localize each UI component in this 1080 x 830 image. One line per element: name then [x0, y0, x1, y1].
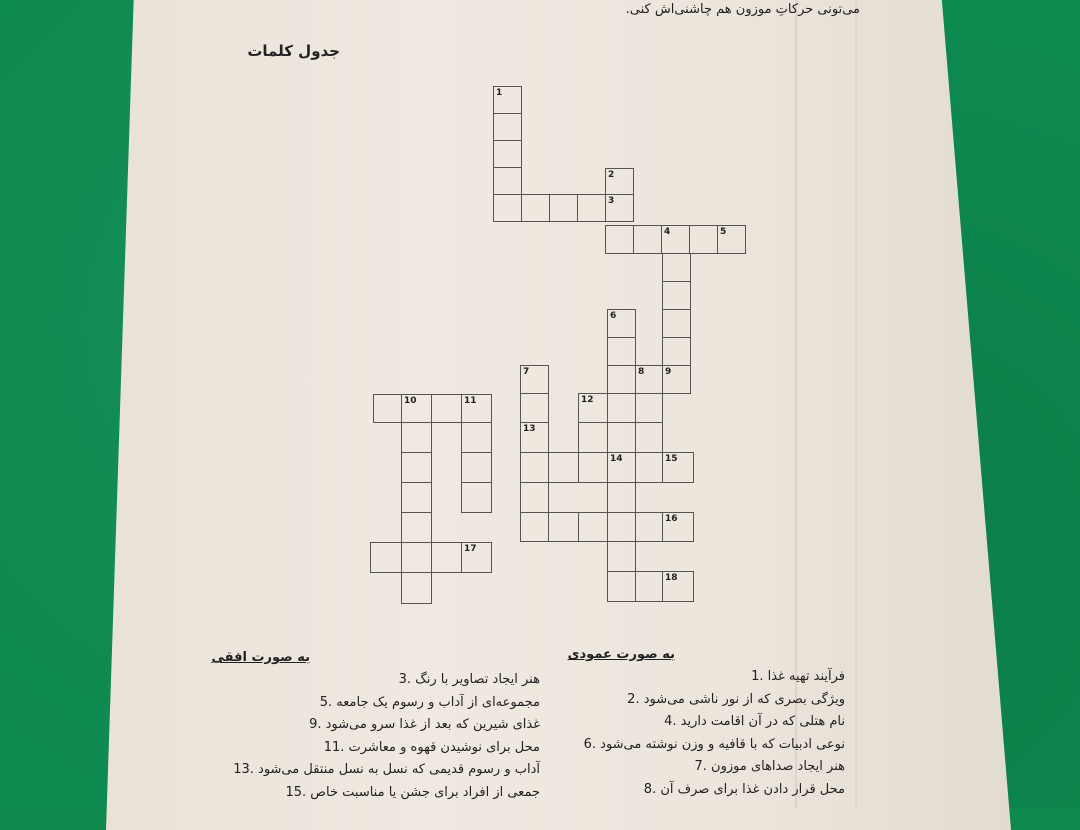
crossword-cell[interactable]	[635, 571, 663, 602]
crossword-cell[interactable]	[520, 452, 549, 483]
crossword-cell[interactable]	[607, 452, 636, 483]
clue-number: 12	[581, 395, 594, 405]
crossword-cell[interactable]	[461, 452, 492, 483]
across-clue: محل برای نوشیدن قهوه و معاشرت .11	[323, 739, 540, 755]
across-clue: هنر ایجاد تصاویر با رنگ .3	[398, 672, 540, 687]
down-clue: محل قرار دادن غذا برای صرف آن .8	[643, 781, 845, 797]
crossword-cell[interactable]	[635, 452, 663, 483]
crossword-cell[interactable]	[578, 452, 608, 483]
crossword-cell[interactable]	[662, 571, 694, 602]
crossword-cell[interactable]	[401, 422, 432, 453]
crossword-cell[interactable]	[461, 542, 492, 573]
clue-number: 14	[610, 454, 623, 464]
crossword-cell[interactable]	[605, 168, 634, 195]
crossword-cell[interactable]	[493, 140, 522, 168]
crossword-cell[interactable]	[520, 482, 549, 513]
crossword-cell[interactable]	[635, 393, 663, 423]
crossword-cell[interactable]	[461, 422, 492, 453]
crossword-cell[interactable]	[520, 365, 549, 394]
crossword-cell[interactable]	[607, 393, 636, 423]
clue-number: 15	[665, 454, 678, 464]
crossword-cell[interactable]	[661, 225, 690, 254]
crossword-cell[interactable]	[493, 194, 522, 222]
down-clue: نوعی ادبیات که با قافیه و وزن نوشته می‌شود .6	[583, 736, 845, 752]
crossword-cell[interactable]	[662, 452, 694, 483]
crossword-cell[interactable]	[520, 512, 549, 542]
crossword-cell[interactable]	[401, 542, 432, 573]
crossword-cell[interactable]	[401, 512, 432, 543]
crossword-cell[interactable]	[577, 194, 606, 222]
clue-number: 17	[464, 544, 477, 554]
crossword-cell[interactable]	[662, 365, 691, 394]
crossword-cell[interactable]	[607, 309, 636, 338]
clue-number: 5	[720, 227, 727, 237]
clue-number: 3	[608, 196, 615, 206]
crossword-cell[interactable]	[607, 337, 636, 366]
crossword-cell[interactable]	[493, 86, 522, 114]
crossword-cell[interactable]	[431, 542, 462, 573]
puzzle-title: جدول کلمات	[247, 42, 340, 60]
across-heading: به صورت افقی	[211, 650, 310, 665]
crossword-cell[interactable]	[662, 512, 694, 542]
crossword-cell[interactable]	[635, 422, 663, 453]
clue-number: 10	[404, 396, 417, 406]
crossword-cell[interactable]	[549, 194, 578, 222]
crossword-cell[interactable]	[461, 394, 492, 423]
crossword-cell[interactable]	[401, 452, 432, 483]
crossword-cell[interactable]	[373, 394, 402, 423]
crossword-cell[interactable]	[370, 542, 402, 573]
crossword-cell[interactable]	[605, 225, 634, 254]
crossword-cell[interactable]	[401, 572, 432, 604]
clue-number: 8	[638, 367, 645, 377]
crossword-cell[interactable]	[717, 225, 746, 254]
down-clues	[545, 666, 845, 801]
down-clue: نام هتلی که در آن اقامت دارید .4	[664, 714, 845, 729]
clue-number: 11	[464, 396, 477, 406]
down-clue: هنر ایجاد صداهای موزون .7	[694, 759, 845, 774]
crossword-cell[interactable]	[635, 365, 663, 394]
clue-number: 1	[496, 88, 503, 98]
clue-number: 13	[523, 424, 536, 434]
clue-number: 4	[664, 227, 671, 237]
crossword-cell[interactable]	[635, 512, 663, 542]
crossword-cell[interactable]	[633, 225, 662, 254]
crossword-cell[interactable]	[521, 194, 550, 222]
crossword-cell[interactable]	[689, 225, 718, 254]
clue-number: 16	[665, 514, 678, 524]
down-clue: فرآیند تهیه غذا .1	[751, 669, 845, 684]
across-clues	[150, 669, 540, 804]
down-heading: به صورت عمودی	[567, 647, 675, 662]
intro-text: می‌تونی حرکاتِ موزون هم چاشنی‌اش کنی.	[625, 2, 860, 17]
crossword-cell[interactable]	[607, 365, 636, 394]
crossword-cell[interactable]	[493, 167, 522, 195]
crossword-cell[interactable]	[607, 571, 636, 602]
crossword-cell[interactable]	[662, 309, 691, 338]
crossword-cell[interactable]	[607, 541, 636, 572]
crossword-cell[interactable]	[605, 194, 634, 222]
clue-number: 7	[523, 367, 530, 377]
across-clue: غذای شیرین که بعد از غذا سرو می‌شود .9	[309, 717, 540, 732]
crossword-cell[interactable]	[401, 482, 432, 513]
crossword-cell[interactable]	[548, 512, 579, 542]
crossword-cell[interactable]	[548, 452, 579, 483]
across-clue: آداب و رسوم قدیمی که نسل به نسل منتقل می‌شود .13	[233, 762, 540, 777]
clue-number: 9	[665, 367, 672, 377]
crossword-cell[interactable]	[578, 393, 608, 423]
crossword-cell[interactable]	[431, 394, 462, 423]
clue-number: 6	[610, 311, 617, 321]
crossword-cell[interactable]	[520, 422, 549, 453]
crossword-cell[interactable]	[607, 482, 636, 513]
crossword-cell[interactable]	[520, 393, 549, 423]
down-clue: ویژگی بصری که از نور ناشی می‌شود .2	[627, 691, 845, 707]
clue-number: 18	[665, 573, 678, 583]
crossword-cell[interactable]	[607, 512, 636, 542]
across-clue: جمعی از افراد برای جشن یا مناسبت خاص .15	[285, 784, 540, 800]
crossword-cell[interactable]	[461, 482, 492, 513]
crossword-cell[interactable]	[493, 113, 522, 141]
crossword-cell[interactable]	[662, 253, 691, 282]
crossword-cell[interactable]	[578, 512, 608, 542]
crossword-cell[interactable]	[401, 394, 432, 423]
crossword-cell[interactable]	[662, 337, 691, 366]
across-clue: مجموعه‌ای از آداب و رسوم یک جامعه .5	[319, 694, 540, 710]
crossword-cell[interactable]	[662, 281, 691, 310]
clue-number: 2	[608, 170, 615, 180]
crossword-cell[interactable]	[578, 422, 608, 453]
crossword-cell[interactable]	[607, 422, 636, 453]
